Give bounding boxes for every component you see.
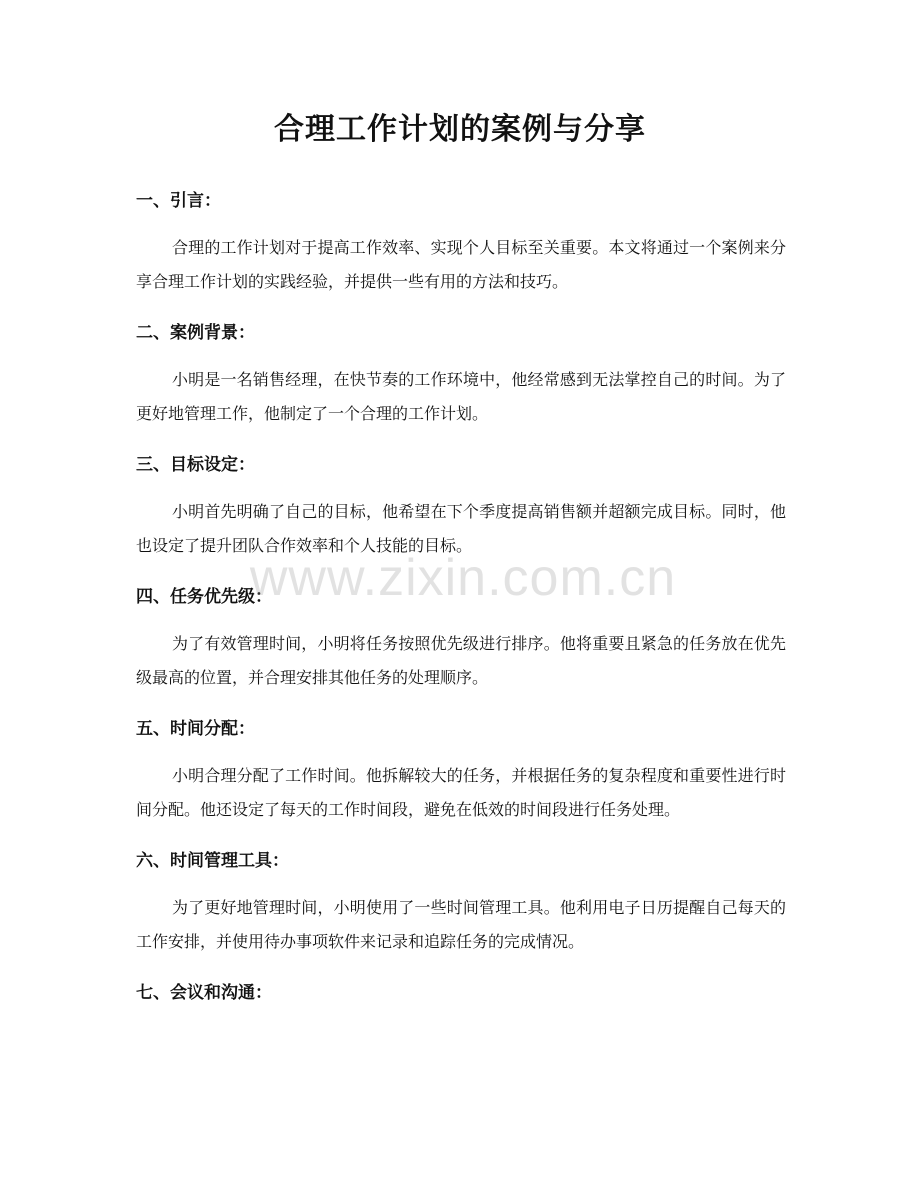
document-content [136, 184, 786, 1023]
section-heading: 六、时间管理工具： [136, 851, 289, 871]
section-introduction [136, 184, 786, 299]
section-goal-setting [136, 448, 786, 563]
section-heading: 五、时间分配： [136, 719, 255, 739]
section-heading: 七、会议和沟通： [136, 983, 272, 1003]
section-paragraph: 合理的工作计划对于提高工作效率、实现个人目标至关重要。本文将通过一个案例来分享合理工作计划的实践经验，并提供一些有用的方法和技巧。 [136, 238, 786, 291]
section-meetings-communication [136, 976, 786, 1010]
section-time-allocation [136, 712, 786, 827]
section-case-background [136, 316, 786, 431]
section-paragraph: 小明首先明确了自己的目标，他希望在下个季度提高销售额并超额完成目标。同时，他也设定了提升团队合作效率和个人技能的目标。 [136, 502, 786, 555]
section-heading: 二、案例背景： [136, 323, 255, 343]
section-paragraph: 小明是一名销售经理，在快节奏的工作环境中，他经常感到无法掌控自己的时间。为了更好地管理工作，他制定了一个合理的工作计划。 [136, 370, 786, 423]
watermark-text: www.zixin.com.cn [249, 549, 677, 607]
section-paragraph: 小明合理分配了工作时间。他拆解较大的任务，并根据任务的复杂程度和重要性进行时间分配。他还设定了每天的工作时间段，避免在低效的时间段进行任务处理。 [136, 766, 786, 819]
section-heading: 四、任务优先级： [136, 587, 272, 607]
section-paragraph: 为了更好地管理时间，小明使用了一些时间管理工具。他利用电子日历提醒自己每天的工作安排，并使用待办事项软件来记录和追踪任务的完成情况。 [136, 898, 786, 951]
section-time-management-tools [136, 844, 786, 959]
section-task-priority [136, 580, 786, 695]
section-heading: 一、引言： [136, 191, 221, 211]
document-title: 合理工作计划的案例与分享 [274, 112, 646, 147]
section-paragraph: 为了有效管理时间，小明将任务按照优先级进行排序。他将重要且紧急的任务放在优先级最高的位置，并合理安排其他任务的处理顺序。 [136, 634, 786, 687]
section-heading: 三、目标设定： [136, 455, 255, 475]
